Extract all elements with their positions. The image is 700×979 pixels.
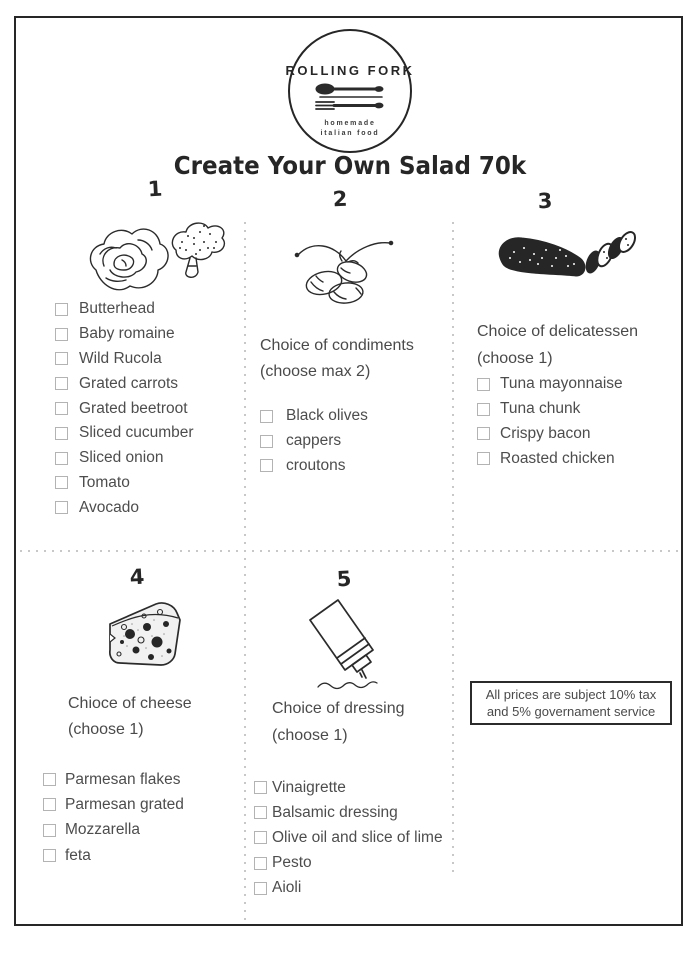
item-label: Parmesan flakes	[65, 770, 181, 788]
item-label: Grated carrots	[79, 374, 179, 392]
checklist-item	[55, 347, 194, 372]
checklist-item	[55, 396, 194, 421]
item-label: Mozzarella	[65, 821, 140, 839]
item-label: Crispy bacon	[500, 424, 591, 442]
lettuce-and-broccoli-illustration	[76, 214, 234, 302]
checklist-item	[254, 876, 443, 901]
item-checkbox[interactable]	[254, 882, 267, 895]
sliced-sausage-illustration	[490, 218, 642, 296]
note-line-1: All prices are subject 10% tax	[485, 687, 657, 702]
checklist-item	[55, 421, 194, 446]
item-label: Grated beetroot	[79, 399, 188, 417]
restaurant-name: ROLLING FORK	[285, 63, 415, 78]
checklist-item	[254, 800, 443, 825]
item-checkbox[interactable]	[260, 435, 273, 448]
tax-service-note	[470, 681, 672, 725]
condiments-subheading: (choose max 2)	[260, 363, 371, 380]
delicatessen-checklist	[477, 372, 623, 471]
checklist-item	[254, 825, 443, 850]
cheese-checklist	[43, 767, 184, 868]
cheese-subheading: (choose 1)	[68, 721, 144, 738]
item-checkbox[interactable]	[254, 831, 267, 844]
item-checkbox[interactable]	[55, 328, 68, 341]
item-checkbox[interactable]	[254, 781, 267, 794]
restaurant-tagline: homemade italian food	[320, 120, 380, 137]
section-number-3: 3	[537, 188, 553, 214]
item-label: Tuna mayonnaise	[500, 375, 623, 393]
item-label: Pesto	[272, 854, 312, 872]
item-checkbox[interactable]	[260, 410, 273, 423]
section-number-5: 5	[336, 566, 352, 592]
item-label: Butterhead	[79, 300, 155, 318]
cheese-heading: Chioce of cheese	[68, 695, 192, 712]
condiments-heading: Choice of condiments	[260, 337, 414, 354]
item-checkbox[interactable]	[260, 459, 273, 472]
checklist-item	[260, 429, 368, 454]
checklist-item	[55, 297, 194, 322]
item-checkbox[interactable]	[43, 773, 56, 786]
checklist-item	[477, 422, 623, 447]
item-label: Avocado	[79, 498, 140, 516]
item-checkbox[interactable]	[477, 427, 490, 440]
item-checkbox[interactable]	[55, 377, 68, 390]
checklist-item	[254, 851, 443, 876]
item-label: Sliced onion	[79, 449, 164, 467]
item-checkbox[interactable]	[43, 824, 56, 837]
item-checkbox[interactable]	[43, 798, 56, 811]
capers-olives-illustration	[286, 230, 402, 312]
item-checkbox[interactable]	[55, 427, 68, 440]
condiments-checklist	[260, 404, 368, 478]
item-label: Parmesan grated	[65, 795, 184, 813]
item-checkbox[interactable]	[254, 806, 267, 819]
checklist-item	[43, 792, 184, 817]
item-checkbox[interactable]	[55, 303, 68, 316]
item-label: Sliced cucumber	[79, 424, 194, 442]
checklist-item	[477, 446, 623, 471]
item-label: cappers	[286, 432, 342, 450]
item-checkbox[interactable]	[477, 378, 490, 391]
item-checkbox[interactable]	[55, 452, 68, 465]
checklist-item	[260, 404, 368, 429]
item-label: croutons	[286, 456, 346, 474]
checklist-item	[43, 818, 184, 843]
dressing-checklist	[254, 775, 443, 901]
item-checkbox[interactable]	[55, 476, 68, 489]
item-label: Olive oil and slice of lime	[272, 828, 443, 846]
dressing-heading: Choice of dressing	[272, 700, 405, 717]
item-label: Tuna chunk	[500, 400, 581, 418]
item-label: Baby romaine	[79, 325, 175, 343]
section-number-2: 2	[332, 186, 348, 212]
checklist-item	[55, 495, 194, 520]
item-label: Vinaigrette	[272, 778, 346, 796]
item-checkbox[interactable]	[477, 452, 490, 465]
checklist-item	[55, 446, 194, 471]
checklist-item	[55, 471, 194, 496]
checklist-item	[55, 371, 194, 396]
delicatessen-heading: Choice of delicatessen	[477, 323, 638, 340]
page-title: Create Your Own Salad 70k	[173, 151, 527, 180]
item-label: Balsamic dressing	[272, 803, 398, 821]
dressing-subheading: (choose 1)	[272, 727, 348, 744]
section-number-4: 4	[129, 564, 145, 590]
checklist-item	[477, 372, 623, 397]
item-label: Wild Rucola	[79, 349, 162, 367]
checklist-item	[43, 843, 184, 868]
item-label: Tomato	[79, 473, 130, 491]
cheese-wedge-illustration	[94, 594, 194, 676]
checklist-item	[43, 767, 184, 792]
checklist-item	[477, 397, 623, 422]
item-checkbox[interactable]	[55, 402, 68, 415]
item-label: Black olives	[286, 407, 368, 425]
checklist-item	[254, 775, 443, 800]
section-number-1: 1	[147, 176, 163, 202]
item-checkbox[interactable]	[55, 352, 68, 365]
salad-base-checklist	[55, 297, 194, 520]
delicatessen-subheading: (choose 1)	[477, 350, 553, 367]
item-checkbox[interactable]	[477, 403, 490, 416]
checklist-item	[55, 322, 194, 347]
item-checkbox[interactable]	[43, 849, 56, 862]
item-label: feta	[65, 846, 91, 864]
note-line-2: and 5% governament service	[486, 704, 656, 719]
item-label: Aioli	[272, 879, 302, 897]
item-label: Roasted chicken	[500, 449, 615, 467]
dressing-bottle-illustration	[290, 590, 398, 694]
checklist-item	[260, 453, 368, 478]
item-checkbox[interactable]	[254, 857, 267, 870]
item-checkbox[interactable]	[55, 501, 68, 514]
